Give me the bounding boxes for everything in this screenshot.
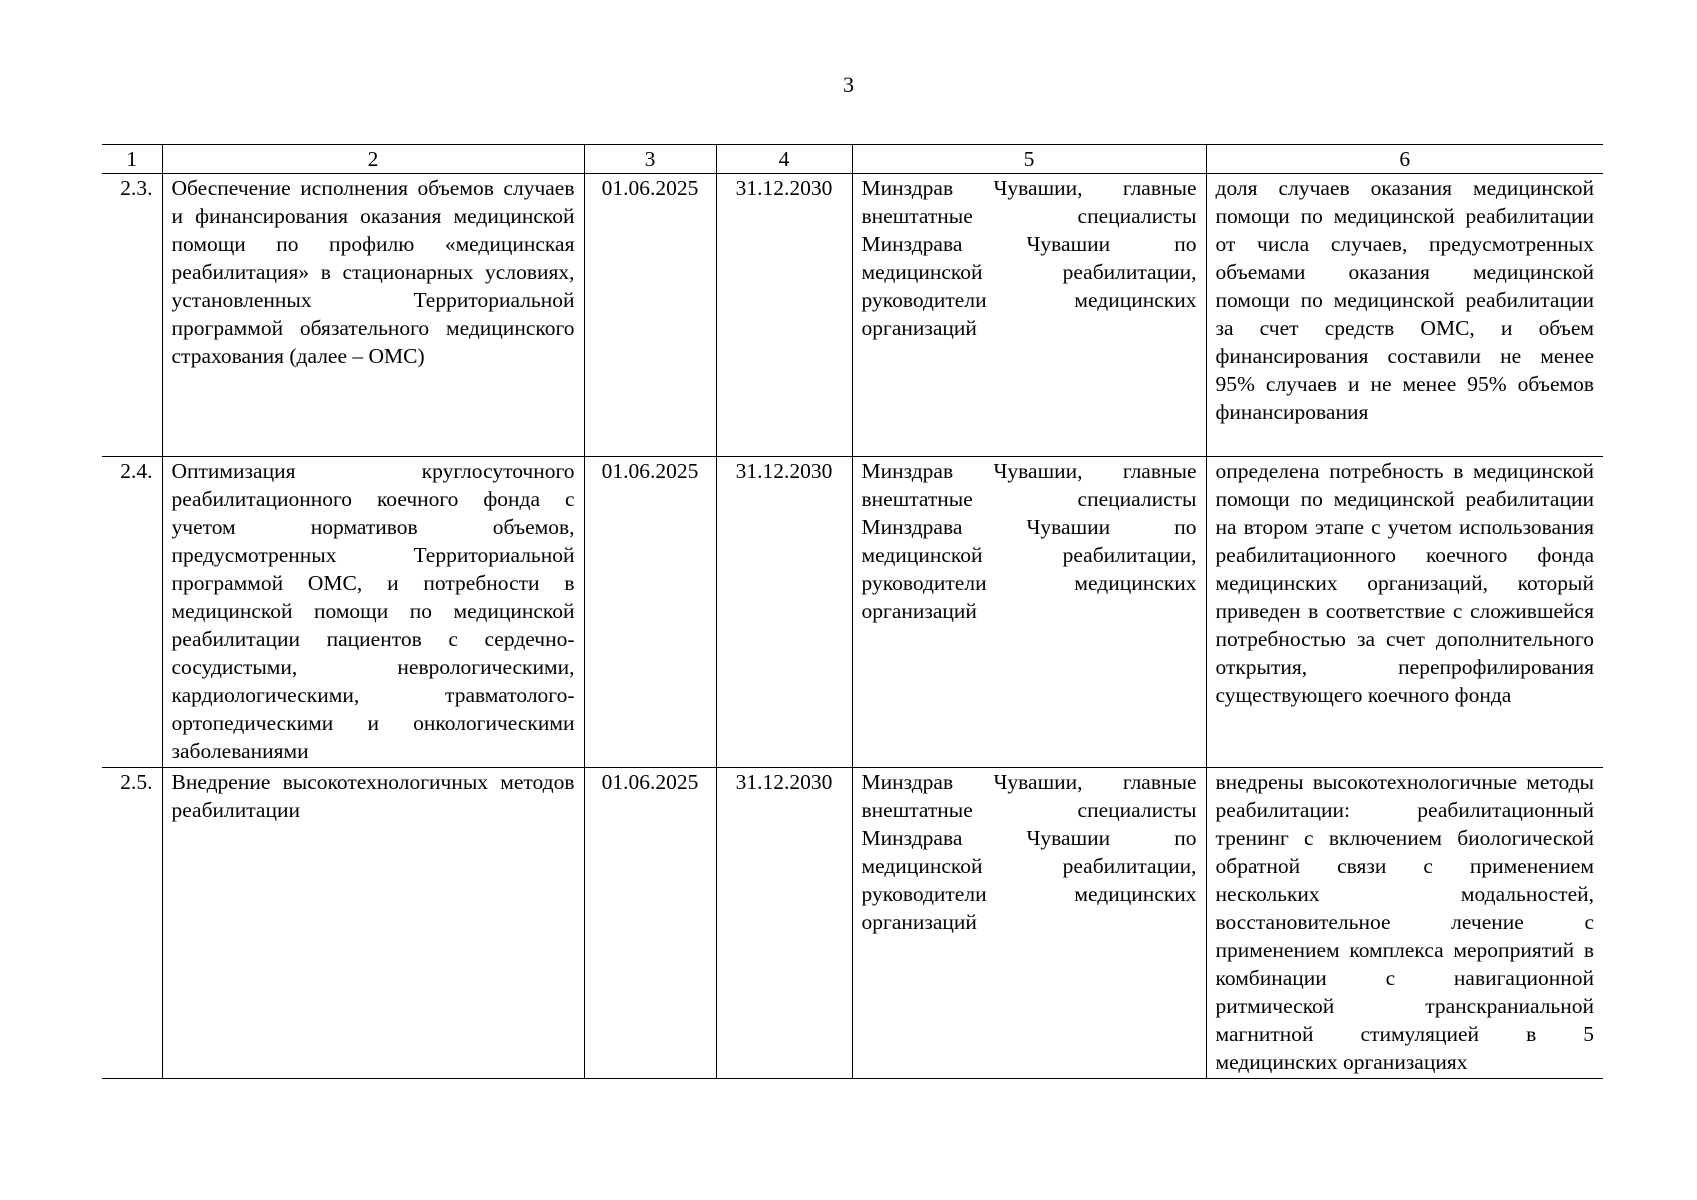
page-number: 3	[843, 72, 854, 97]
end-date: 31.12.2030	[716, 457, 852, 768]
end-date: 31.12.2030	[716, 768, 852, 1079]
column-header: 6	[1206, 145, 1603, 174]
measure-description: Обеспечение исполнения объемов случаев и финансирования оказания медицинской помощи по профилю «медицинская реабилитация» в стационарных условиях, установленных Территориальной программой обязательного медицинского страхования (далее – ОМС)	[162, 174, 584, 457]
row-number: 2.5.	[102, 768, 162, 1079]
column-header: 3	[584, 145, 716, 174]
column-header: 4	[716, 145, 852, 174]
responsible-parties: Минздрав Чувашии, главные внештатные специалисты Минздрава Чувашии по медицинской реабилитации, руководители медицинских организаций	[852, 457, 1206, 768]
row-number: 2.4.	[102, 457, 162, 768]
measures-table	[102, 144, 1603, 1079]
end-date: 31.12.2030	[716, 174, 852, 457]
start-date: 01.06.2025	[584, 174, 716, 457]
responsible-parties: Минздрав Чувашии, главные внештатные специалисты Минздрава Чувашии по медицинской реабилитации, руководители медицинских организаций	[852, 768, 1206, 1079]
table-header-row	[102, 145, 1603, 174]
expected-result: доля случаев оказания медицинской помощи по медицинской реабилитации от числа случаев, предусмотренных объемами оказания медицинской помощи по медицинской реабилитации за счет средств ОМС, и объем финансирования составили не менее 95% случаев и не менее 95% объемов финансирования	[1206, 174, 1603, 457]
expected-result: внедрены высокотехнологичные методы реабилитации: реабилитационный тренинг с включением биологической обратной связи с применением нескольких модальностей, восстановительное лечение с применением комплекса мероприятий в комбинации с навигационной ритмической транскраниальной магнитной стимуляцией в 5 медицинских организациях	[1206, 768, 1603, 1079]
start-date: 01.06.2025	[584, 768, 716, 1079]
measure-description: Оптимизация круглосуточного реабилитационного коечного фонда с учетом нормативов объемов, предусмотренных Территориальной программой ОМС, и потребности в медицинской помощи по медицинской реабилитации пациентов с сердечно-сосудистыми, неврологическими, кардиологическими, травматолого-ортопедическими и онкологическими заболеваниями	[162, 457, 584, 768]
start-date: 01.06.2025	[584, 457, 716, 768]
expected-result: определена потребность в медицинской помощи по медицинской реабилитации на втором этапе с учетом использования реабилитационного коечного фонда медицинских организаций, который приведен в соответствие с сложившейся потребностью за счет дополнительного открытия, перепрофилирования существующего коечного фонда	[1206, 457, 1603, 768]
column-header: 5	[852, 145, 1206, 174]
measure-description: Внедрение высокотехнологичных методов реабилитации	[162, 768, 584, 1079]
table-row	[102, 768, 1603, 1079]
table-row	[102, 457, 1603, 768]
column-header: 2	[162, 145, 584, 174]
responsible-parties: Минздрав Чувашии, главные внештатные специалисты Минздрава Чувашии по медицинской реабилитации, руководители медицинских организаций	[852, 174, 1206, 457]
column-header: 1	[102, 145, 162, 174]
row-number: 2.3.	[102, 174, 162, 457]
table-row	[102, 174, 1603, 457]
